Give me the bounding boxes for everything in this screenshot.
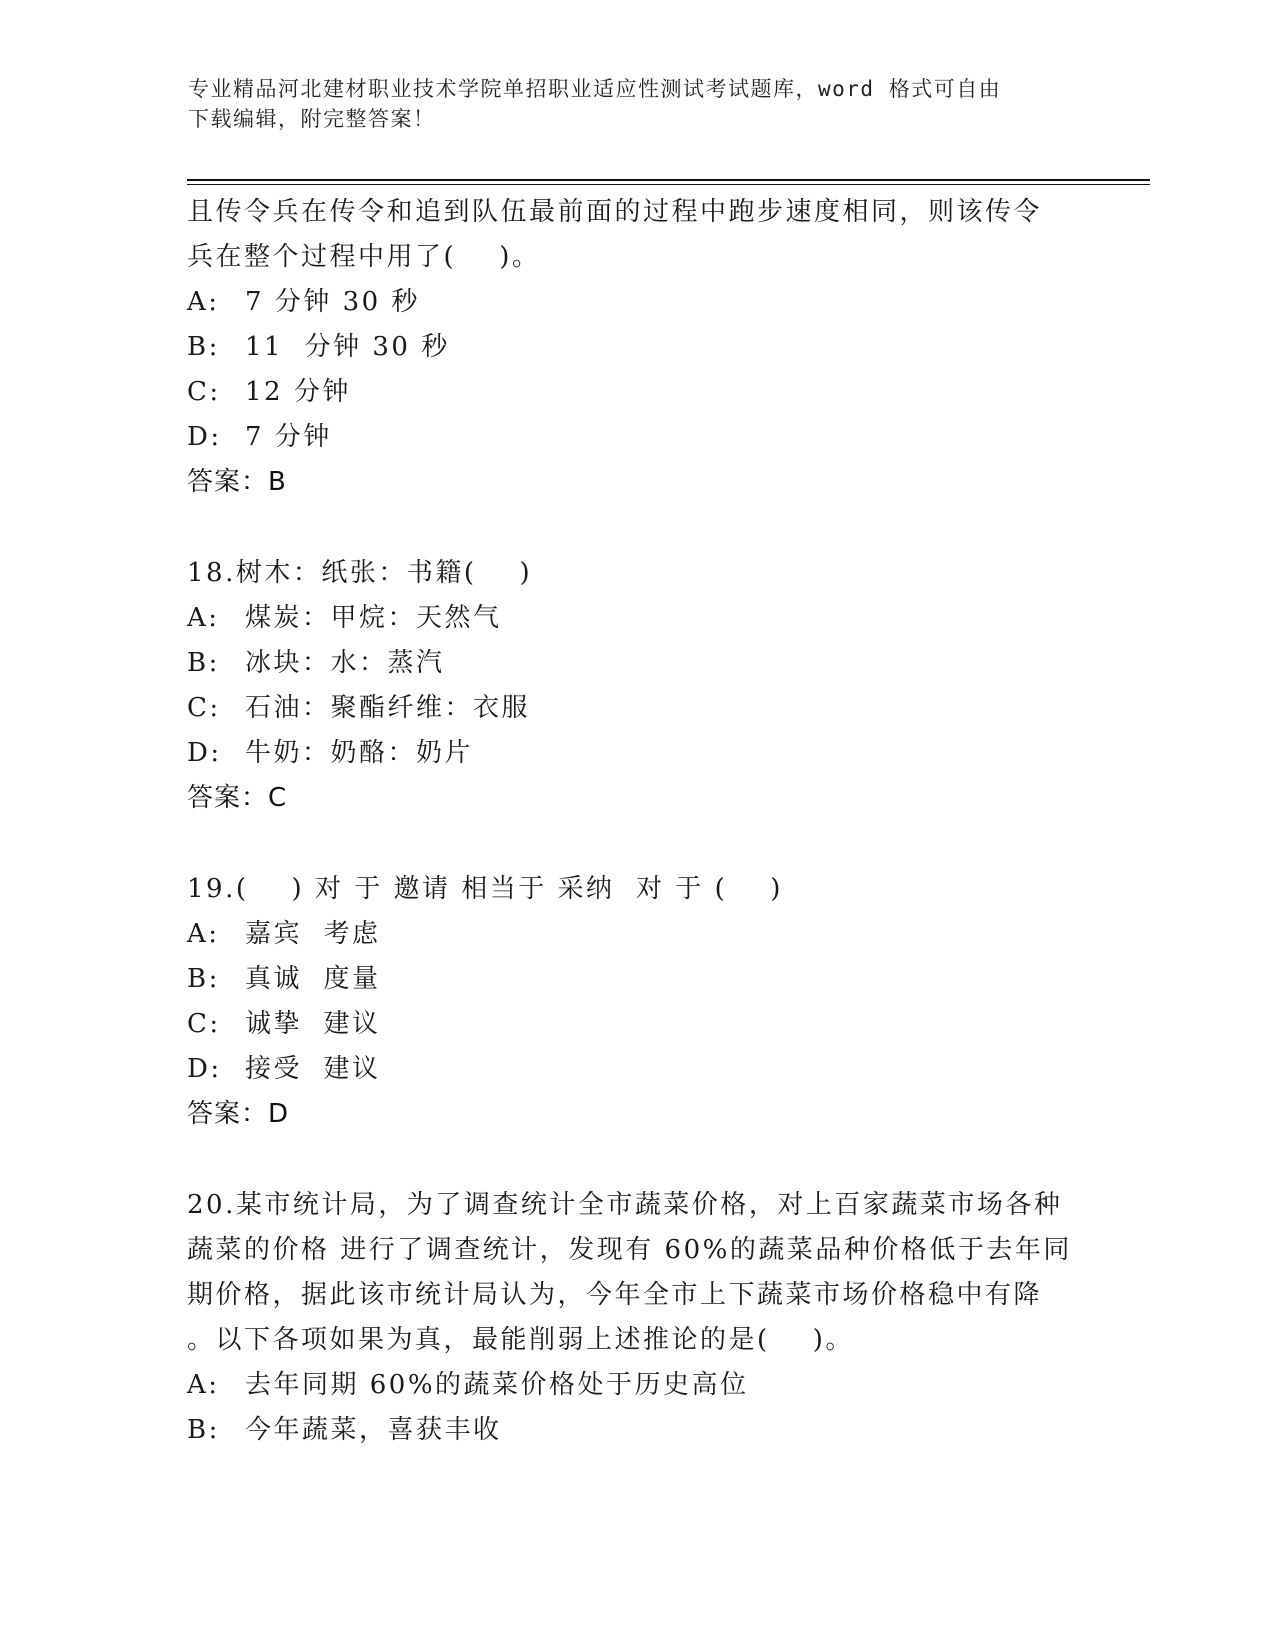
option-letter: D: <box>187 422 222 452</box>
option-text: 冰块：水：蒸汽 <box>245 648 445 678</box>
option-text: 真诚 度量 <box>245 964 381 994</box>
option-letter: C: <box>187 377 221 407</box>
option-text: 石油：聚酯纤维：衣服 <box>245 693 531 723</box>
answer-label: 答案：B <box>187 467 287 497</box>
answer-label: 答案：C <box>187 783 288 813</box>
option-letter: D: <box>187 738 222 768</box>
option-c <box>187 686 1087 731</box>
header-line-2: 下载编辑，附完整答案！ <box>188 107 436 131</box>
option-letter: C: <box>187 693 221 723</box>
question-stem: 18.树木：纸张：书籍( ) <box>187 558 533 588</box>
option-b <box>187 641 1087 686</box>
option-b <box>187 1408 1087 1453</box>
answer-label: 答案：D <box>187 1099 290 1129</box>
option-text: 今年蔬菜，喜获丰收 <box>245 1415 502 1445</box>
option-text: 11 分钟 30 秒 <box>245 332 450 362</box>
question-18 <box>187 551 1087 821</box>
question-20 <box>187 1183 1087 1453</box>
question-stem: 19.( ) 对 于 邀请 相当于 采纳 对 于 ( ) <box>187 874 783 904</box>
question-stem: 蔬菜的价格 进行了调查统计，发现有 60%的蔬菜品种价格低于去年同 <box>187 1235 1072 1265</box>
option-text: 诚挚 建议 <box>245 1009 381 1039</box>
question-stem: 且传令兵在传令和追到队伍最前面的过程中跑步速度相同，则该传令 <box>187 197 1043 227</box>
question-stem: 期价格，据此该市统计局认为，今年全市上下蔬菜市场价格稳中有降 <box>187 1280 1043 1310</box>
option-d <box>187 415 1087 460</box>
question-19 <box>187 867 1087 1137</box>
option-d <box>187 1047 1087 1092</box>
option-text: 12 分钟 <box>245 377 351 407</box>
option-letter: B: <box>187 964 220 994</box>
option-c <box>187 1002 1087 1047</box>
header-rule-thick <box>187 179 1150 181</box>
option-text: 牛奶：奶酪：奶片 <box>245 738 474 768</box>
header-rule-thin <box>187 184 1150 185</box>
question-stem: 。以下各项如果为真，最能削弱上述推论的是( )。 <box>187 1325 854 1355</box>
option-text: 嘉宾 考虑 <box>245 919 381 949</box>
option-a <box>187 1363 1087 1408</box>
option-text: 7 分钟 30 秒 <box>245 287 420 317</box>
option-text: 接受 建议 <box>245 1054 381 1084</box>
option-b <box>187 325 1087 370</box>
option-letter: A: <box>187 287 220 317</box>
option-letter: B: <box>187 332 220 362</box>
option-letter: B: <box>187 1415 220 1445</box>
header-line-1: 专业精品河北建材职业技术学院单招职业适应性测试考试题库，word 格式可自由 <box>188 77 1002 101</box>
option-d <box>187 731 1087 776</box>
option-letter: D: <box>187 1054 222 1084</box>
option-c <box>187 370 1087 415</box>
option-text: 7 分钟 <box>245 422 332 452</box>
question-17 <box>187 190 1087 505</box>
option-text: 煤炭：甲烷：天然气 <box>245 603 502 633</box>
document-header <box>188 74 1088 134</box>
option-a <box>187 912 1087 957</box>
question-stem: 20.某市统计局，为了调查统计全市蔬菜价格，对上百家蔬菜市场各种 <box>187 1190 1063 1220</box>
option-letter: A: <box>187 1370 220 1400</box>
question-list <box>187 190 1087 1453</box>
option-b <box>187 957 1087 1002</box>
option-a <box>187 280 1087 325</box>
option-letter: B: <box>187 648 220 678</box>
option-a <box>187 596 1087 641</box>
option-text: 去年同期 60%的蔬菜价格处于历史高位 <box>245 1370 749 1400</box>
option-letter: C: <box>187 1009 221 1039</box>
option-letter: A: <box>187 603 220 633</box>
question-stem: 兵在整个过程中用了( )。 <box>187 242 541 272</box>
option-letter: A: <box>187 919 220 949</box>
